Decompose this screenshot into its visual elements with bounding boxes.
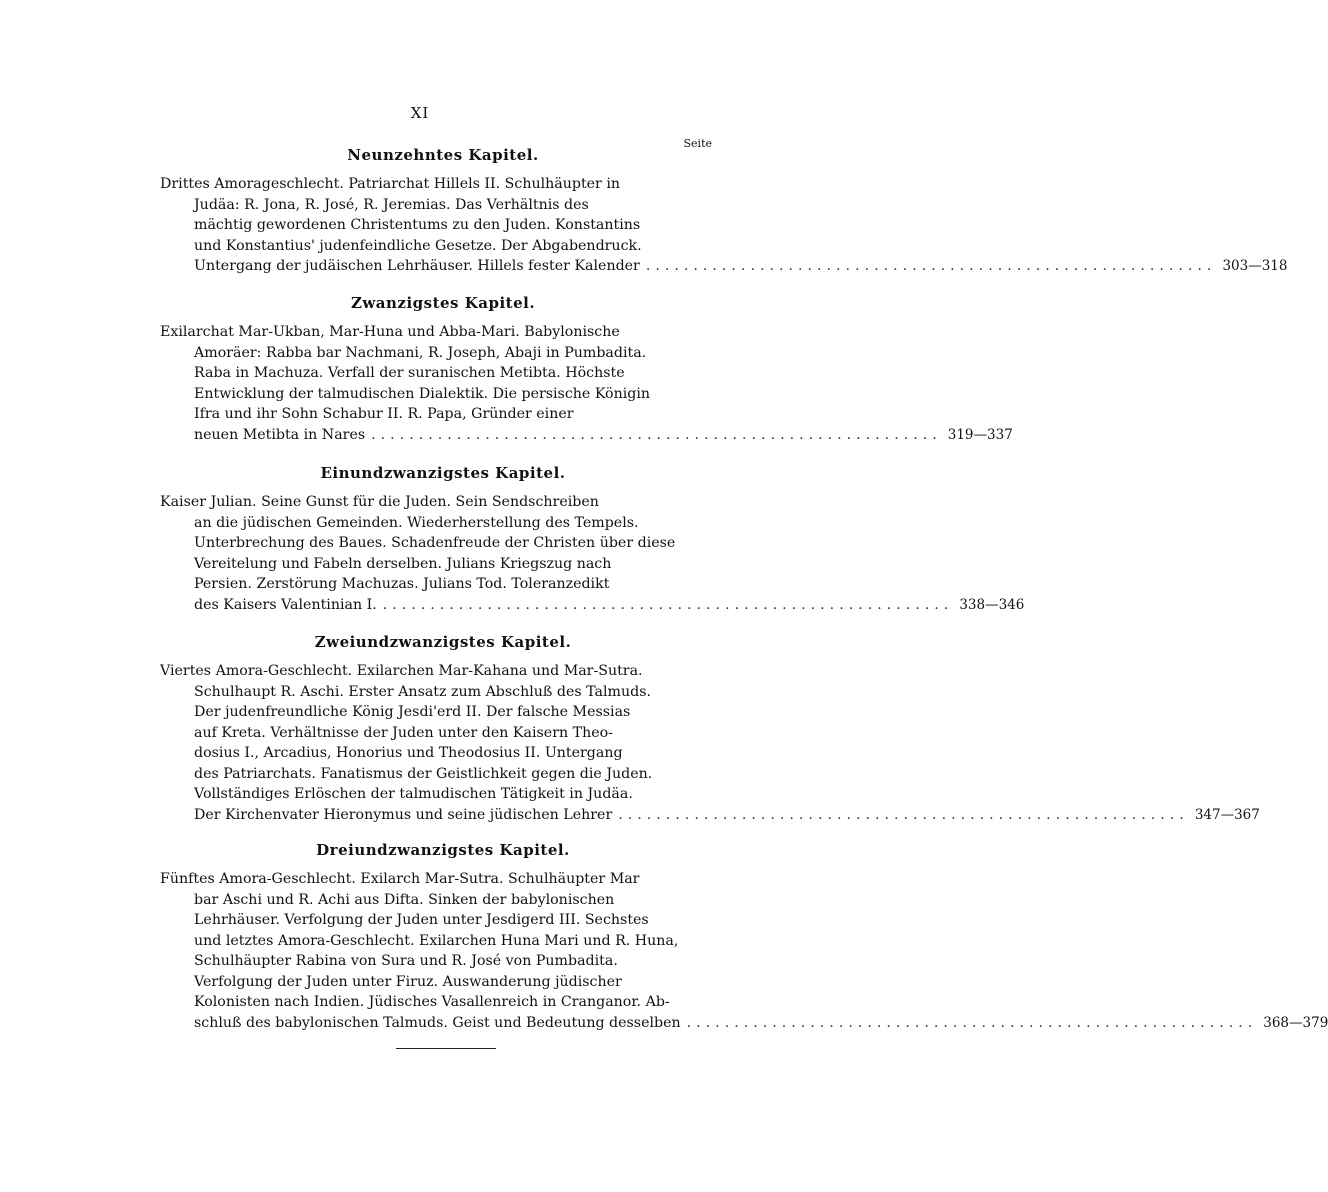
summary-text: Viertes Amora-Geschlecht. Exilarchen Mar-Kahana und Mar-Sutra. [160, 663, 643, 679]
summary-line [160, 910, 726, 931]
chapter-summary [160, 322, 1013, 445]
summary-text: Lehrhäuser. Verfolgung der Juden unter Jesdigerd III. Sechstes [194, 912, 649, 928]
summary-line [160, 661, 726, 682]
chapter-summary [160, 492, 1025, 615]
summary-text: auf Kreta. Verhältnisse der Juden unter den Kaisern Theo- [194, 724, 613, 741]
dot-leader: ............................................................ [686, 1014, 1258, 1031]
summary-text: Der Kirchenvater Hieronymus und seine jüdischen Lehrer [194, 806, 613, 823]
summary-line [160, 174, 726, 195]
summary-text: und letztes Amora-Geschlecht. Exilarchen Huna Mari und R. Huna, [194, 932, 679, 949]
summary-text: Unterbrechung des Baues. Schadenfreude der Christen über diese [194, 535, 676, 551]
chapter-summary [160, 869, 1328, 1033]
summary-text: Judäa: R. Jona, R. José, R. Jeremias. Das Verhältnis des [194, 196, 589, 213]
summary-line [160, 236, 726, 257]
summary-text: Kolonisten nach Indien. Jüdisches Vasallenreich in Cranganor. Ab- [194, 994, 670, 1010]
summary-text: bar Aschi und R. Achi aus Difta. Sinken der babylonischen [194, 891, 615, 908]
chapter-title: Zwanzigstes Kapitel. [350, 294, 536, 312]
page-range: 338—346 [959, 596, 1025, 613]
chapter-title: Dreiundzwanzigstes Kapitel. [316, 841, 570, 859]
summary-text: Amoräer: Rabba bar Nachmani, R. Joseph, Abaji in Pumbadita. [194, 344, 647, 361]
summary-line [160, 702, 726, 723]
summary-line [160, 322, 726, 343]
chapter-title: Neunzehntes Kapitel. [347, 146, 539, 164]
summary-text: Vereitelung und Fabeln derselben. Julians Kriegszug nach [194, 555, 612, 572]
summary-line [160, 554, 726, 575]
summary-text: Vollständiges Erlöschen der talmudischen Tätigkeit in Judäa. [194, 786, 633, 802]
summary-line [160, 215, 726, 236]
summary-line [160, 363, 726, 384]
summary-line [160, 682, 726, 703]
summary-line [160, 992, 726, 1013]
summary-line [160, 595, 1025, 616]
page-range: 319—337 [947, 426, 1013, 443]
closing-rule [396, 1048, 496, 1049]
summary-text: Fünftes Amora-Geschlecht. Exilarch Mar-Sutra. Schulhäupter Mar [160, 871, 640, 887]
summary-line [160, 972, 726, 993]
chapter-19 [160, 146, 1288, 277]
dot-leader: ............................................................ [618, 806, 1189, 823]
page-range: 347—367 [1194, 806, 1260, 823]
summary-line [160, 574, 726, 595]
dot-leader: ............................................................ [371, 426, 942, 443]
chapter-21 [160, 464, 1025, 615]
summary-text: Der judenfreundliche König Jesdi'erd II. Der falsche Messias [194, 704, 631, 720]
summary-line [160, 384, 726, 405]
summary-text: schluß des babylonischen Talmuds. Geist und Bedeutung desselben [194, 1014, 681, 1031]
chapter-22 [160, 633, 1260, 825]
summary-line [160, 513, 726, 534]
summary-text: dosius I., Arcadius, Honorius und Theodosius II. Untergang [194, 745, 623, 761]
summary-text: Drittes Amorageschlecht. Patriarchat Hillels II. Schulhäupter in [160, 176, 621, 192]
chapter-summary [160, 174, 1288, 277]
summary-line [160, 931, 726, 952]
summary-line [160, 195, 726, 216]
summary-line [160, 1013, 1328, 1034]
summary-text: des Patriarchats. Fanatismus der Geistlichkeit gegen die Juden. [194, 765, 653, 782]
chapter-20 [160, 294, 1013, 445]
chapter-23 [160, 841, 1328, 1033]
summary-text: Schulhaupt R. Aschi. Erster Ansatz zum Abschluß des Talmuds. [194, 683, 652, 700]
summary-line [160, 951, 726, 972]
dot-leader: ............................................................ [645, 258, 1217, 274]
seite-column-label: Seite [683, 137, 712, 150]
summary-line [160, 743, 726, 764]
summary-text: Schulhäupter Rabina von Sura und R. José von Pumbadita. [194, 953, 618, 969]
summary-line [160, 343, 726, 364]
summary-text: Untergang der judäischen Lehrhäuser. Hillels fester Kalender [194, 258, 640, 274]
page-range: 303—318 [1222, 258, 1288, 274]
summary-text: Persien. Zerstörung Machuzas. Julians Tod. Toleranzedikt [194, 576, 610, 592]
summary-line [160, 764, 726, 785]
chapter-title: Einundzwanzigstes Kapitel. [320, 464, 566, 482]
summary-text: Raba in Machuza. Verfall der suranischen Metibta. Höchste [194, 365, 625, 381]
summary-line [160, 805, 1260, 826]
summary-line [160, 256, 1288, 277]
summary-text: und Konstantius' judenfeindliche Gesetze. Der Abgabendruck. [194, 237, 642, 254]
summary-line [160, 492, 726, 513]
summary-line [160, 533, 726, 554]
summary-line [160, 784, 726, 805]
summary-text: Entwicklung der talmudischen Dialektik. Die persische Königin [194, 385, 651, 402]
summary-text: mächtig gewordenen Christentums zu den Juden. Konstantins [194, 217, 641, 233]
chapter-summary [160, 661, 1260, 825]
page-number: XI [410, 104, 430, 122]
summary-text: Exilarchat Mar-Ukban, Mar-Huna und Abba-Mari. Babylonische [160, 324, 620, 340]
summary-text: Ifra und ihr Sohn Schabur II. R. Papa, Gründer einer [194, 406, 574, 422]
summary-line [160, 869, 726, 890]
summary-text: Verfolgung der Juden unter Firuz. Auswanderung jüdischer [194, 973, 622, 990]
summary-text: an die jüdischen Gemeinden. Wiederherstellung des Tempels. [194, 514, 639, 531]
summary-line [160, 723, 726, 744]
summary-line [160, 404, 726, 425]
summary-text: Kaiser Julian. Seine Gunst für die Juden. Sein Sendschreiben [160, 494, 599, 510]
summary-text: des Kaisers Valentinian I. [194, 596, 377, 613]
page-range: 368—379 [1263, 1014, 1328, 1031]
summary-text: neuen Metibta in Nares [194, 426, 366, 443]
summary-line [160, 890, 726, 911]
summary-line [160, 425, 1013, 446]
chapter-title: Zweiundzwanzigstes Kapitel. [314, 633, 572, 651]
dot-leader: ............................................................ [382, 596, 954, 613]
